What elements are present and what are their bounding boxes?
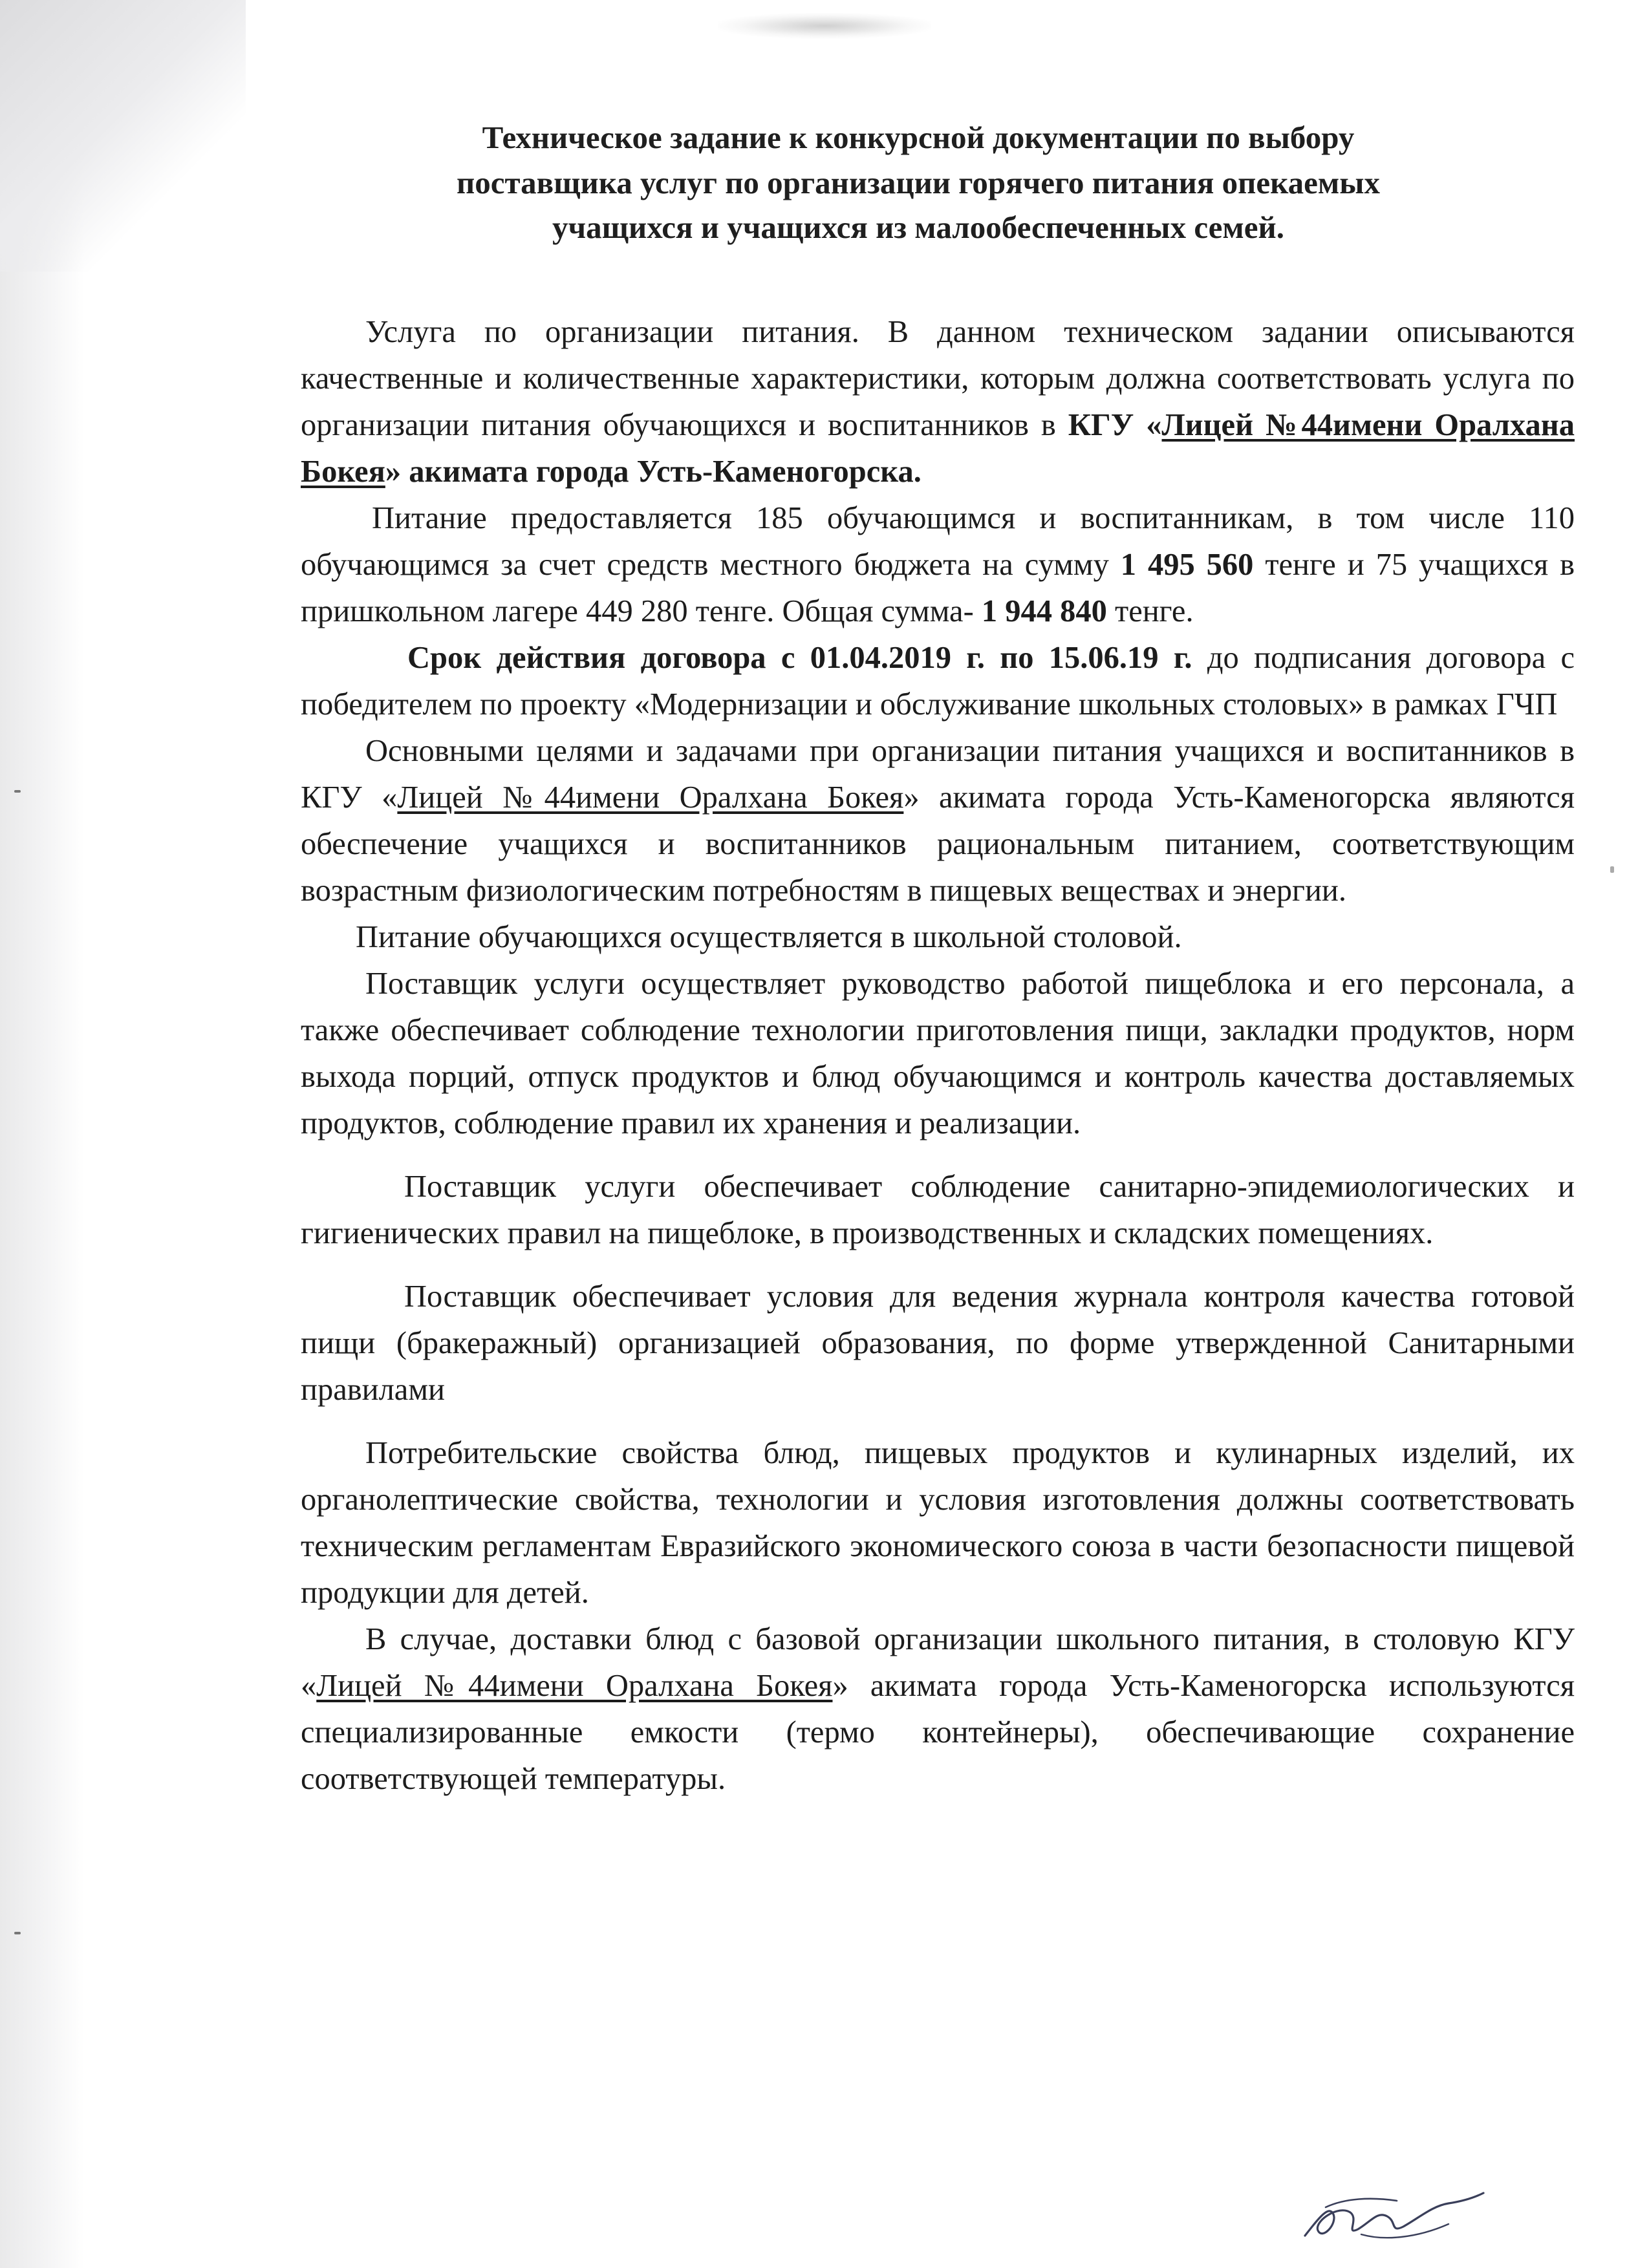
paragraph-funding: Питание предоставляется 185 обучающимся и воспитанникам, в том числе 110 обучающимся за счет средств местного бюджета на сумму 1 495 560 тенге и 75 учащихся в пришкольном лагере 449 280 тенге. Общая сумма- 1 944 840 тенге. [301,501,1575,628]
paragraph-service-description: Услуга по организации питания. В данном техническом задании описываются качественные и количественные характеристики, которым должна соответствовать услуга по организации питания обучающихся и воспитанников в КГУ «Лицей №44имени Оралхана Бокея» акимата города Усть-Каменогорска. [301,315,1575,489]
organization-name: Лицей №44имени Оралхана Бокея [301,408,1575,489]
contract-term: Срок действия договора с 01.04.2019 г. по 15.06.19 г. [407,641,1192,675]
title-line: учащихся и учащихся из малообеспеченных семей. [552,209,1285,246]
document-body [301,309,1575,1803]
scan-speck [14,790,21,793]
paragraph-consumer-properties: Потребительские свойства блюд, пищевых продуктов и кулинарных изделий, их органолептические свойства, технологии и условия изготовления должны соответствовать техническим регламентам Евразийского экономического союза в части безопасности пищевой продукции для детей. [301,1436,1575,1610]
document-title [362,115,1474,250]
scan-speck [1610,866,1614,873]
organization-name: Лицей №44имени Оралхана Бокея [316,1669,833,1703]
handwritten-signature [1300,2179,1487,2250]
paragraph-sanitary-rules: Поставщик услуги обеспечивает соблюдение санитарно-эпидемиологических и гигиенических правил на пищеблоке, в производственных и складских помещениях. [301,1170,1575,1250]
paragraph-supplier-duties: Поставщик услуги осуществляет руководство работой пищеблока и его персонала, а также обеспечивает соблюдение технологии приготовления пищи, закладки продуктов, норм выхода порций, отпуск продуктов и блюд обучающимся и контроль качества доставляемых продуктов, соблюдение правил их хранения и реализации. [301,967,1575,1140]
paragraph-goals: Основными целями и задачами при организации питания учащихся и воспитанников в КГУ «Лицей №44имени Оралхана Бокея» акимата города Усть-Каменогорска являются обеспечение учащихся и воспитанников рациональным питанием, соответствующим возрастным физиологическим потребностям в пищевых веществах и энергии. [301,734,1575,908]
folded-corner-shadow [0,0,246,272]
paragraph-delivery: В случае, доставки блюд с базовой организации школьного питания, в столовую КГУ «Лицей №44имени Оралхана Бокея» акимата города Усть-Каменогорска используются специализированные емкости (термо контейнеры), обеспечивающие сохранение соответствующей температуры. [301,1622,1575,1796]
paragraph-canteen: Питание обучающихся осуществляется в школьной столовой. [356,920,1182,954]
scan-shadow-edge [0,0,84,2268]
paragraph-quality-journal: Поставщик обеспечивает условия для ведения журнала контроля качества готовой пищи (бракеражный) организацией образования, по форме утвержденной Санитарными правилами [301,1279,1575,1407]
scan-smudge [718,13,931,39]
organization-name: Лицей №44имени Оралхана Бокея [397,780,904,815]
paragraph-contract-term: Срок действия договора с 01.04.2019 г. по 15.06.19 г. до подписания договора с победителем по проекту «Модернизации и обслуживание школьных столовых» в рамках ГЧП [301,641,1575,722]
scan-speck [14,1932,21,1934]
title-line: Техническое задание к конкурсной документации по выбору [482,120,1355,155]
budget-amount: 1 495 560 [1120,548,1254,582]
total-amount: 1 944 840 [981,594,1107,628]
title-line: поставщика услуг по организации горячего питания опекаемых [457,164,1380,200]
